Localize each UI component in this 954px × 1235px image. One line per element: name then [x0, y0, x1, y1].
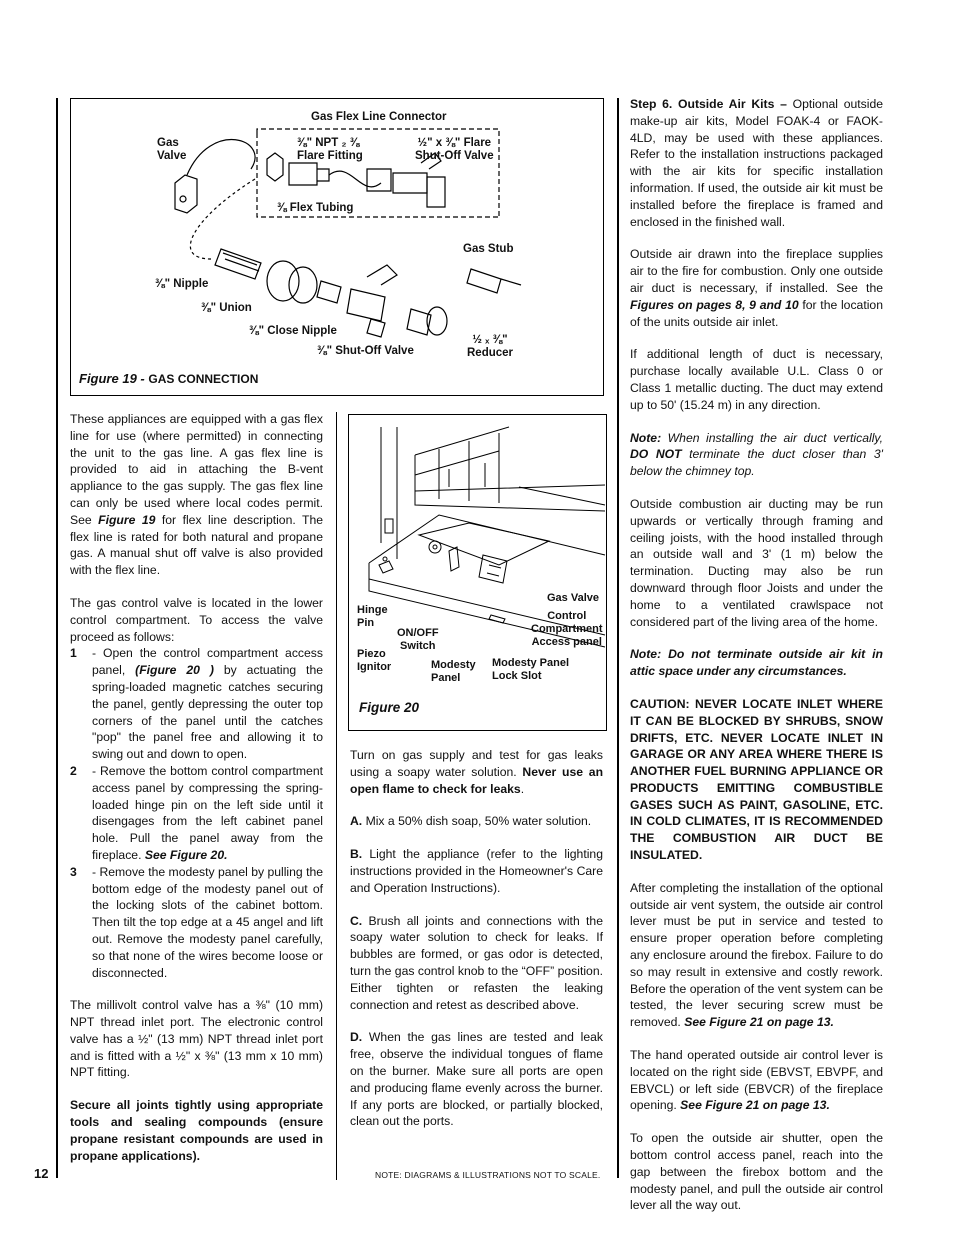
- label-lockslot-line1: Modesty Panel: [492, 657, 570, 669]
- middle-step-a: [350, 813, 603, 830]
- note-do-not: DO NOT: [630, 447, 682, 462]
- label-gas-valve-line2: Valve: [157, 150, 187, 162]
- label-flare-shutoff: [415, 137, 494, 163]
- label-nipple: ⅜" Nipple: [155, 278, 209, 290]
- note-text-c: terminate the duct closer than 3' below the chimney top.: [630, 447, 883, 479]
- step-2-number: 2: [70, 763, 77, 778]
- middle-p1-text: Turn on gas supply and test for gas leaks using a soapy water solution.: [350, 748, 603, 779]
- middle-step-d: [350, 1029, 603, 1130]
- step-1-text-b: by actuating the spring-loaded magnetic catches securing the panel, gently depressing the outer top corners of the panel until the catches "pop" the panel free and allowing it to swing out and down to open.: [92, 663, 323, 762]
- label-hinge-line1: Hinge: [357, 604, 388, 616]
- label-lock-slot: [492, 657, 569, 683]
- label-gas-stub: Gas Stub: [463, 243, 514, 255]
- right-paragraph-ducting-routes: Outside combustion air ducting may be run upwards or vertically through framing and ceiling joists, with the hood installed through an outside wall and 3' (1 m) below the termination. Ducting may also be run downward through floor Joists and under the home to a ventilated crawlspace not considered part of the living area of the home.: [630, 496, 883, 629]
- middle-p1-end: .: [520, 781, 525, 796]
- label-reducer-line1: ½ ₓ ⅜": [472, 334, 508, 346]
- access-step-2: [70, 763, 323, 864]
- middle-paragraph-leak-test: [350, 747, 603, 797]
- step-a-lead: A.: [350, 814, 363, 829]
- page-number: 12: [34, 1166, 49, 1181]
- label-lockslot-line2: Lock Slot: [492, 670, 542, 682]
- right-paragraph-control-lever: [630, 880, 883, 1031]
- right-note-vertical-duct: [630, 430, 883, 480]
- right-paragraph-open-shutter: To open the outside air shutter, open the bottom control access panel, reach into the gap between the firebox bottom and the modesty panel, and pull the outside air control lever all the way out.: [630, 1131, 883, 1213]
- step-3-number: 3: [70, 864, 77, 879]
- label-flex-tubing: ⅜ Flex Tubing: [277, 202, 354, 214]
- figure-20-caption: Figure 20: [359, 700, 420, 715]
- figure-19-caption-label: Figure 19 -: [79, 371, 145, 386]
- label-modesty-panel: [431, 659, 476, 685]
- label-gas-valve: [157, 137, 186, 163]
- column-rule-middle: [336, 412, 337, 1180]
- figure-19-caption: [79, 371, 258, 386]
- label-onoff-switch: [397, 627, 439, 653]
- step-1-figure-ref: (Figure 20 ): [135, 663, 214, 678]
- label-shutoff-valve: ⅜" Shut-Off Valve: [317, 345, 414, 357]
- label-flare-line1: ½" x ⅜" Flare: [417, 137, 492, 149]
- label-onoff-line2: Switch: [400, 640, 436, 652]
- left-paragraph-millivolt: The millivolt control valve has a ⅜" (10 mm) NPT thread inlet port. The electronic control valve has a ½" (13 mm) NPT thread inlet port and is fitted with a ½" x ⅜" (13 mm x 10 mm) NPT fitting.: [70, 998, 323, 1080]
- step-d-text: When the gas lines are tested and leak free, observe the individual tongues of flame on the burner. Make sure all ports are open and producing flame evenly across the burner. If any ports are blocked, or partially blocked, clean out the ports.: [350, 1030, 603, 1129]
- label-onoff-line1: ON/OFF: [397, 627, 439, 639]
- note-lead: Note:: [630, 430, 662, 445]
- label-reducer-line2: Reducer: [467, 347, 514, 359]
- middle-column: [350, 747, 603, 1146]
- right-p2-text-b: for the location of the units outside air inlet.: [630, 297, 883, 329]
- label-control-line3: Access panel: [531, 636, 602, 648]
- label-flare-line2: Shut-Off Valve: [415, 150, 494, 162]
- step-2-figure-ref: See Figure 20.: [144, 847, 228, 862]
- label-piezo-line1: Piezo: [357, 648, 386, 660]
- step-6-lead: Step 6. Outside Air Kits –: [630, 97, 787, 111]
- right-caution: CAUTION: NEVER LOCATE INLET WHERE IT CAN BE BLOCKED BY SHRUBS, SNOW DRIFTS, ETC. NEVER LOCATE INLET IN GARAGE OR ANY AREA WHERE THERE IS ANOTHER FUEL BURNING APPLIANCE OR PRODUCTS EMITTING COMBUSTIBLE GASES SUCH AS PAINT, GASOLINE, ETC. IN COLD CLIMATES, IT IS RECOMMENDED THE COMBUSTION AIR DUCT BE INSULATED.: [630, 696, 883, 863]
- right-p8-text: After completing the installation of the optional outside air vent system, the outside air control lever must be put in service and tested to ensure proper operation before completing any enclosure around the firebox. Failure to do so may result in extensive and costly rework. Before the operation of the vent system can be tested, the lever securing screw must be removed.: [630, 880, 883, 1030]
- left-margin-rule: [56, 98, 58, 1178]
- column-rule-right: [617, 98, 619, 1178]
- step-a-text: Mix a 50% dish soap, 50% water solution.: [362, 814, 592, 829]
- left-paragraph-flex-line: [70, 411, 323, 579]
- label-npt-line1: ⅜" NPT ₂ ⅜: [297, 137, 360, 149]
- right-p9-text: The hand operated outside air control lever is located on the right side (EBVST, EBVPF, and EBVCL) or left side (EBVCR) of the fireplace opening.: [630, 1048, 883, 1113]
- step-1-number: 1: [70, 646, 77, 661]
- right-paragraph-outside-air: [630, 246, 883, 330]
- right-p9-figure-ref: See Figure 21 on page 13.: [680, 1098, 830, 1113]
- step-b-lead: B.: [350, 847, 363, 862]
- right-p8-figure-ref: See Figure 21 on page 13.: [684, 1015, 834, 1030]
- label-close-nipple: ⅜" Close Nipple: [249, 325, 337, 337]
- label-gas-valve-line1: Gas: [157, 137, 179, 149]
- right-step-6: [630, 96, 883, 230]
- label-modesty-line1: Modesty: [431, 659, 476, 671]
- access-step-3: [70, 864, 323, 982]
- note-text-a: When installing the air duct vertically,: [661, 430, 883, 445]
- figure-19-caption-title: GAS CONNECTION: [148, 372, 259, 386]
- middle-step-b: [350, 846, 603, 896]
- label-hinge-pin: [357, 604, 388, 630]
- step-d-lead: D.: [350, 1030, 363, 1045]
- label-control-compartment: [531, 610, 603, 649]
- right-paragraph-duct-length: If additional length of duct is necessary, purchase locally available U.L. Class 0 or Class 1 metallic ducting. The duct may extend up to 50' (15.24 m) in any direction.: [630, 347, 883, 412]
- figure-20-box: [348, 414, 607, 731]
- figure-19-box: [70, 98, 604, 396]
- label-hinge-line2: Pin: [357, 617, 375, 629]
- step-6-text: Optional outside make-up air kits, Model FOAK-4 or FAOK-4LD, may be used with these appliances. Refer to the installation instructions packaged with the air kits for specific installation information. If used, the outside air kit must be installed before the fireplace is framed and enclosed in the finished wall.: [630, 97, 884, 229]
- right-column: [630, 96, 883, 1230]
- right-paragraph-lever-location: [630, 1047, 883, 1114]
- step-2-text: - Remove the bottom control compartment access panel by compressing the spring-loaded hinge pin on the left side until it disengages from the left cabinet panel hole. Pull the panel away from the fireplace.: [92, 763, 323, 862]
- step-b-text: Light the appliance (refer to the lighting instructions provided in the Homeowner's Care and Operation Instructions).: [350, 847, 603, 895]
- step-1-text: - Open the control compartment access panel,: [92, 646, 323, 678]
- right-p2-figure-ref: Figures on pages 8, 9 and 10: [630, 297, 799, 312]
- label-control-line1: Control: [547, 610, 587, 622]
- label-modesty-line2: Panel: [431, 672, 461, 684]
- label-piezo-ignitor: [357, 648, 391, 674]
- label-union: ⅜" Union: [201, 302, 252, 314]
- left-p1-figure-ref: Figure 19: [98, 512, 156, 527]
- step-c-text: Brush all joints and connections with the soapy water solution to check for leaks. If bubbles are formed, or gas odor is detected, turn the gas control knob to the “OFF” position. Either tighten or refasten the leaking connection and retest as described above.: [350, 913, 603, 1012]
- label-flex-connector: Gas Flex Line Connector: [311, 111, 447, 123]
- label-piezo-line2: Ignitor: [357, 661, 392, 673]
- step-c-lead: C.: [350, 913, 363, 928]
- label-gas-valve-f20: Gas Valve: [547, 592, 599, 604]
- middle-step-c: [350, 913, 603, 1014]
- left-p1-text: These appliances are equipped with a gas flex line for use (where permitted) in connecting the unit to the gas line. A gas flex line is provided to aid in attaching the B-vent appliance to the gas supply. The gas flex line can only be used where local codes permit. See: [70, 412, 323, 527]
- access-step-1: [70, 645, 323, 763]
- right-p2-text: Outside air drawn into the fireplace supplies air to the fire for combustion. Only one outside air duct is necessary, if installed. See the: [630, 247, 883, 295]
- left-paragraph-secure-joints: Secure all joints tightly using appropriate tools and sealing compounds (ensure propane resistant compounds are used in propane applications).: [70, 1098, 323, 1163]
- label-npt-line2: Flare Fitting: [297, 150, 363, 162]
- label-npt-flare-fitting: [297, 137, 363, 163]
- label-control-line2: Compartment: [531, 623, 603, 635]
- left-p1-text-b: for flex line description. The flex line is rated for both natural and propane gas. A manual shut off valve is also provided with the flex line.: [70, 512, 323, 578]
- left-paragraph-control-valve: The gas control valve is located in the lower control compartment. To access the valve proceed as follows:: [70, 595, 323, 644]
- footer-note: NOTE: DIAGRAMS & ILLUSTRATIONS NOT TO SCALE.: [375, 1170, 601, 1180]
- access-steps-list: [70, 645, 323, 981]
- step-3-text: - Remove the modesty panel by pulling the bottom edge of the modesty panel out of the locking slots of the cabinet bottom. Then tilt the top edge at a 45 angel and lift out. Remove the modesty panel carefully, so that none of the wires become loose or disconnected.: [92, 864, 324, 980]
- middle-p1-warning: Never use an open flame to check for leaks: [350, 764, 604, 796]
- left-column: [70, 411, 323, 1180]
- label-reducer: [467, 334, 513, 360]
- right-note-attic: Note: Do not terminate outside air kit in attic space under any circumstances.: [630, 647, 883, 679]
